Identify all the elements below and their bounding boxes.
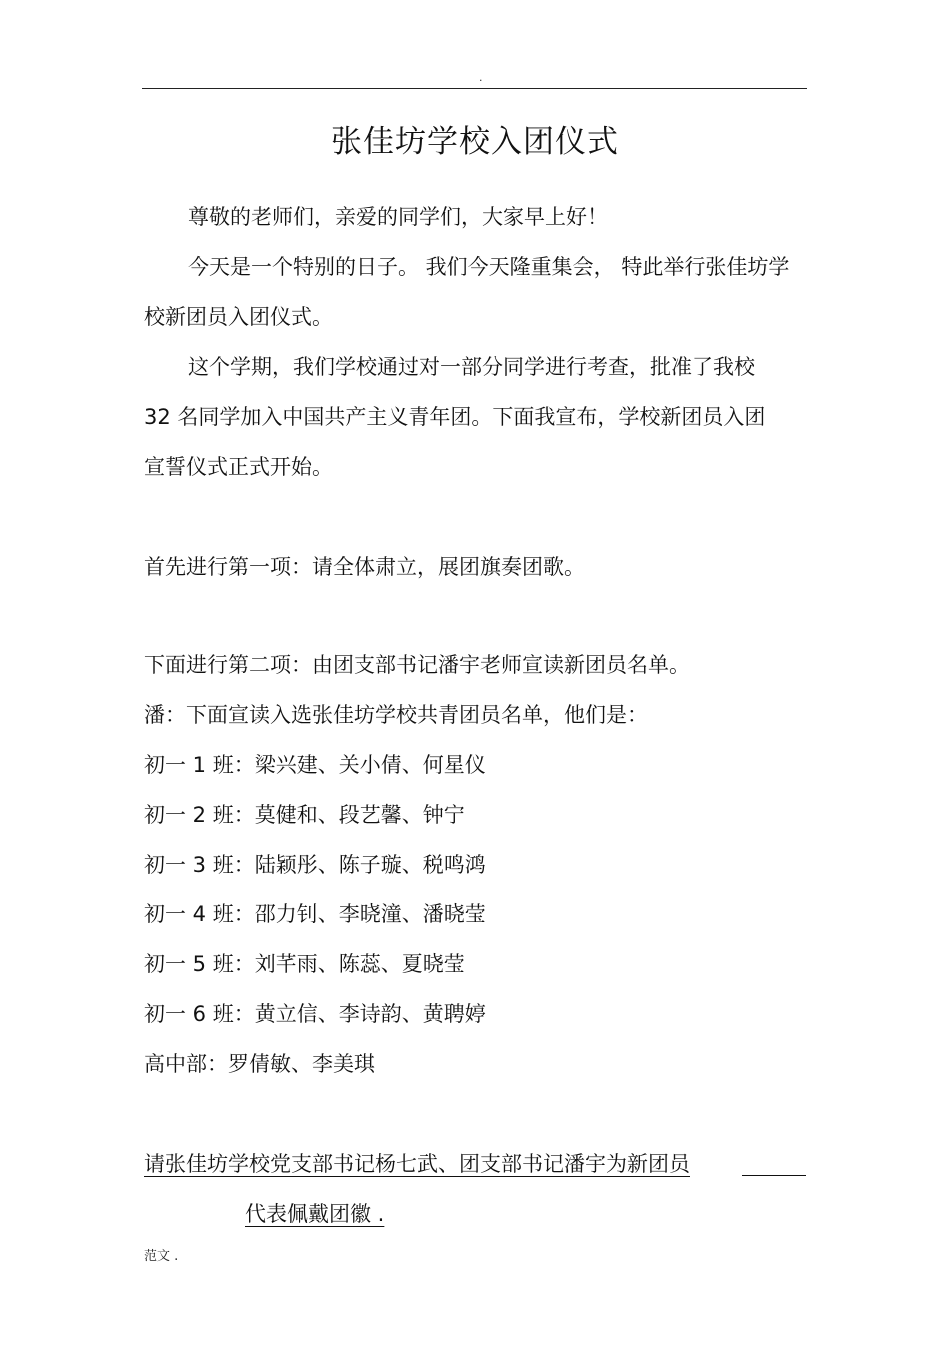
footer-label: 范文 .: [144, 1249, 179, 1264]
member-list-item: 初一 5 班：刘芊雨、陈蕊、夏晓莹: [144, 952, 465, 976]
step-two-paragraph: 下面进行第二项：由团支部书记潘宇老师宣读新团员名单。: [144, 653, 690, 677]
member-list-item: 初一 3 班：陆颖彤、陈子璇、税鸣鸿: [144, 853, 486, 877]
member-list-item: 高中部：罗倩敏、李美琪: [144, 1052, 375, 1076]
closing-paragraph-line-2: 代表佩戴团徽 .: [245, 1202, 385, 1226]
member-list-item: 初一 1 班：梁兴建、关小倩、何星仪: [144, 753, 486, 777]
intro-paragraph-line-2: 校新团员入团仪式。: [144, 305, 333, 329]
greeting-paragraph: 尊敬的老师们，亲爱的同学们，大家早上好！: [188, 205, 608, 229]
header-rule: [142, 88, 807, 89]
term-paragraph-line-1: 这个学期，我们学校通过对一部分同学进行考查，批准了我校: [188, 355, 755, 379]
term-paragraph-line-2: 32 名同学加入中国共产主义青年团。下面我宣布，学校新团员入团: [144, 405, 766, 429]
member-list-item: 初一 2 班：莫健和、段艺馨、钟宁: [144, 803, 465, 827]
member-list-item: 初一 4 班：邵力钊、李晓潼、潘晓莹: [144, 902, 486, 926]
step-one-paragraph: 首先进行第一项：请全体肃立，展团旗奏团歌。: [144, 555, 585, 579]
member-list-item: 初一 6 班：黄立信、李诗韵、黄聘婷: [144, 1002, 486, 1026]
closing-underline-tail: [742, 1175, 806, 1176]
pan-intro-paragraph: 潘：下面宣读入选张佳坊学校共青团员名单，他们是：: [144, 703, 648, 727]
term-paragraph-line-3: 宣誓仪式正式开始。: [144, 455, 333, 479]
document-title: 张佳坊学校入团仪式: [331, 124, 619, 160]
header-dot: .: [479, 71, 483, 84]
intro-paragraph-line-1: 今天是一个特别的日子。 我们今天隆重集会， 特此举行张佳坊学: [188, 255, 790, 279]
closing-paragraph-line-1: 请张佳坊学校党支部书记杨七武、团支部书记潘宇为新团员: [144, 1152, 690, 1176]
